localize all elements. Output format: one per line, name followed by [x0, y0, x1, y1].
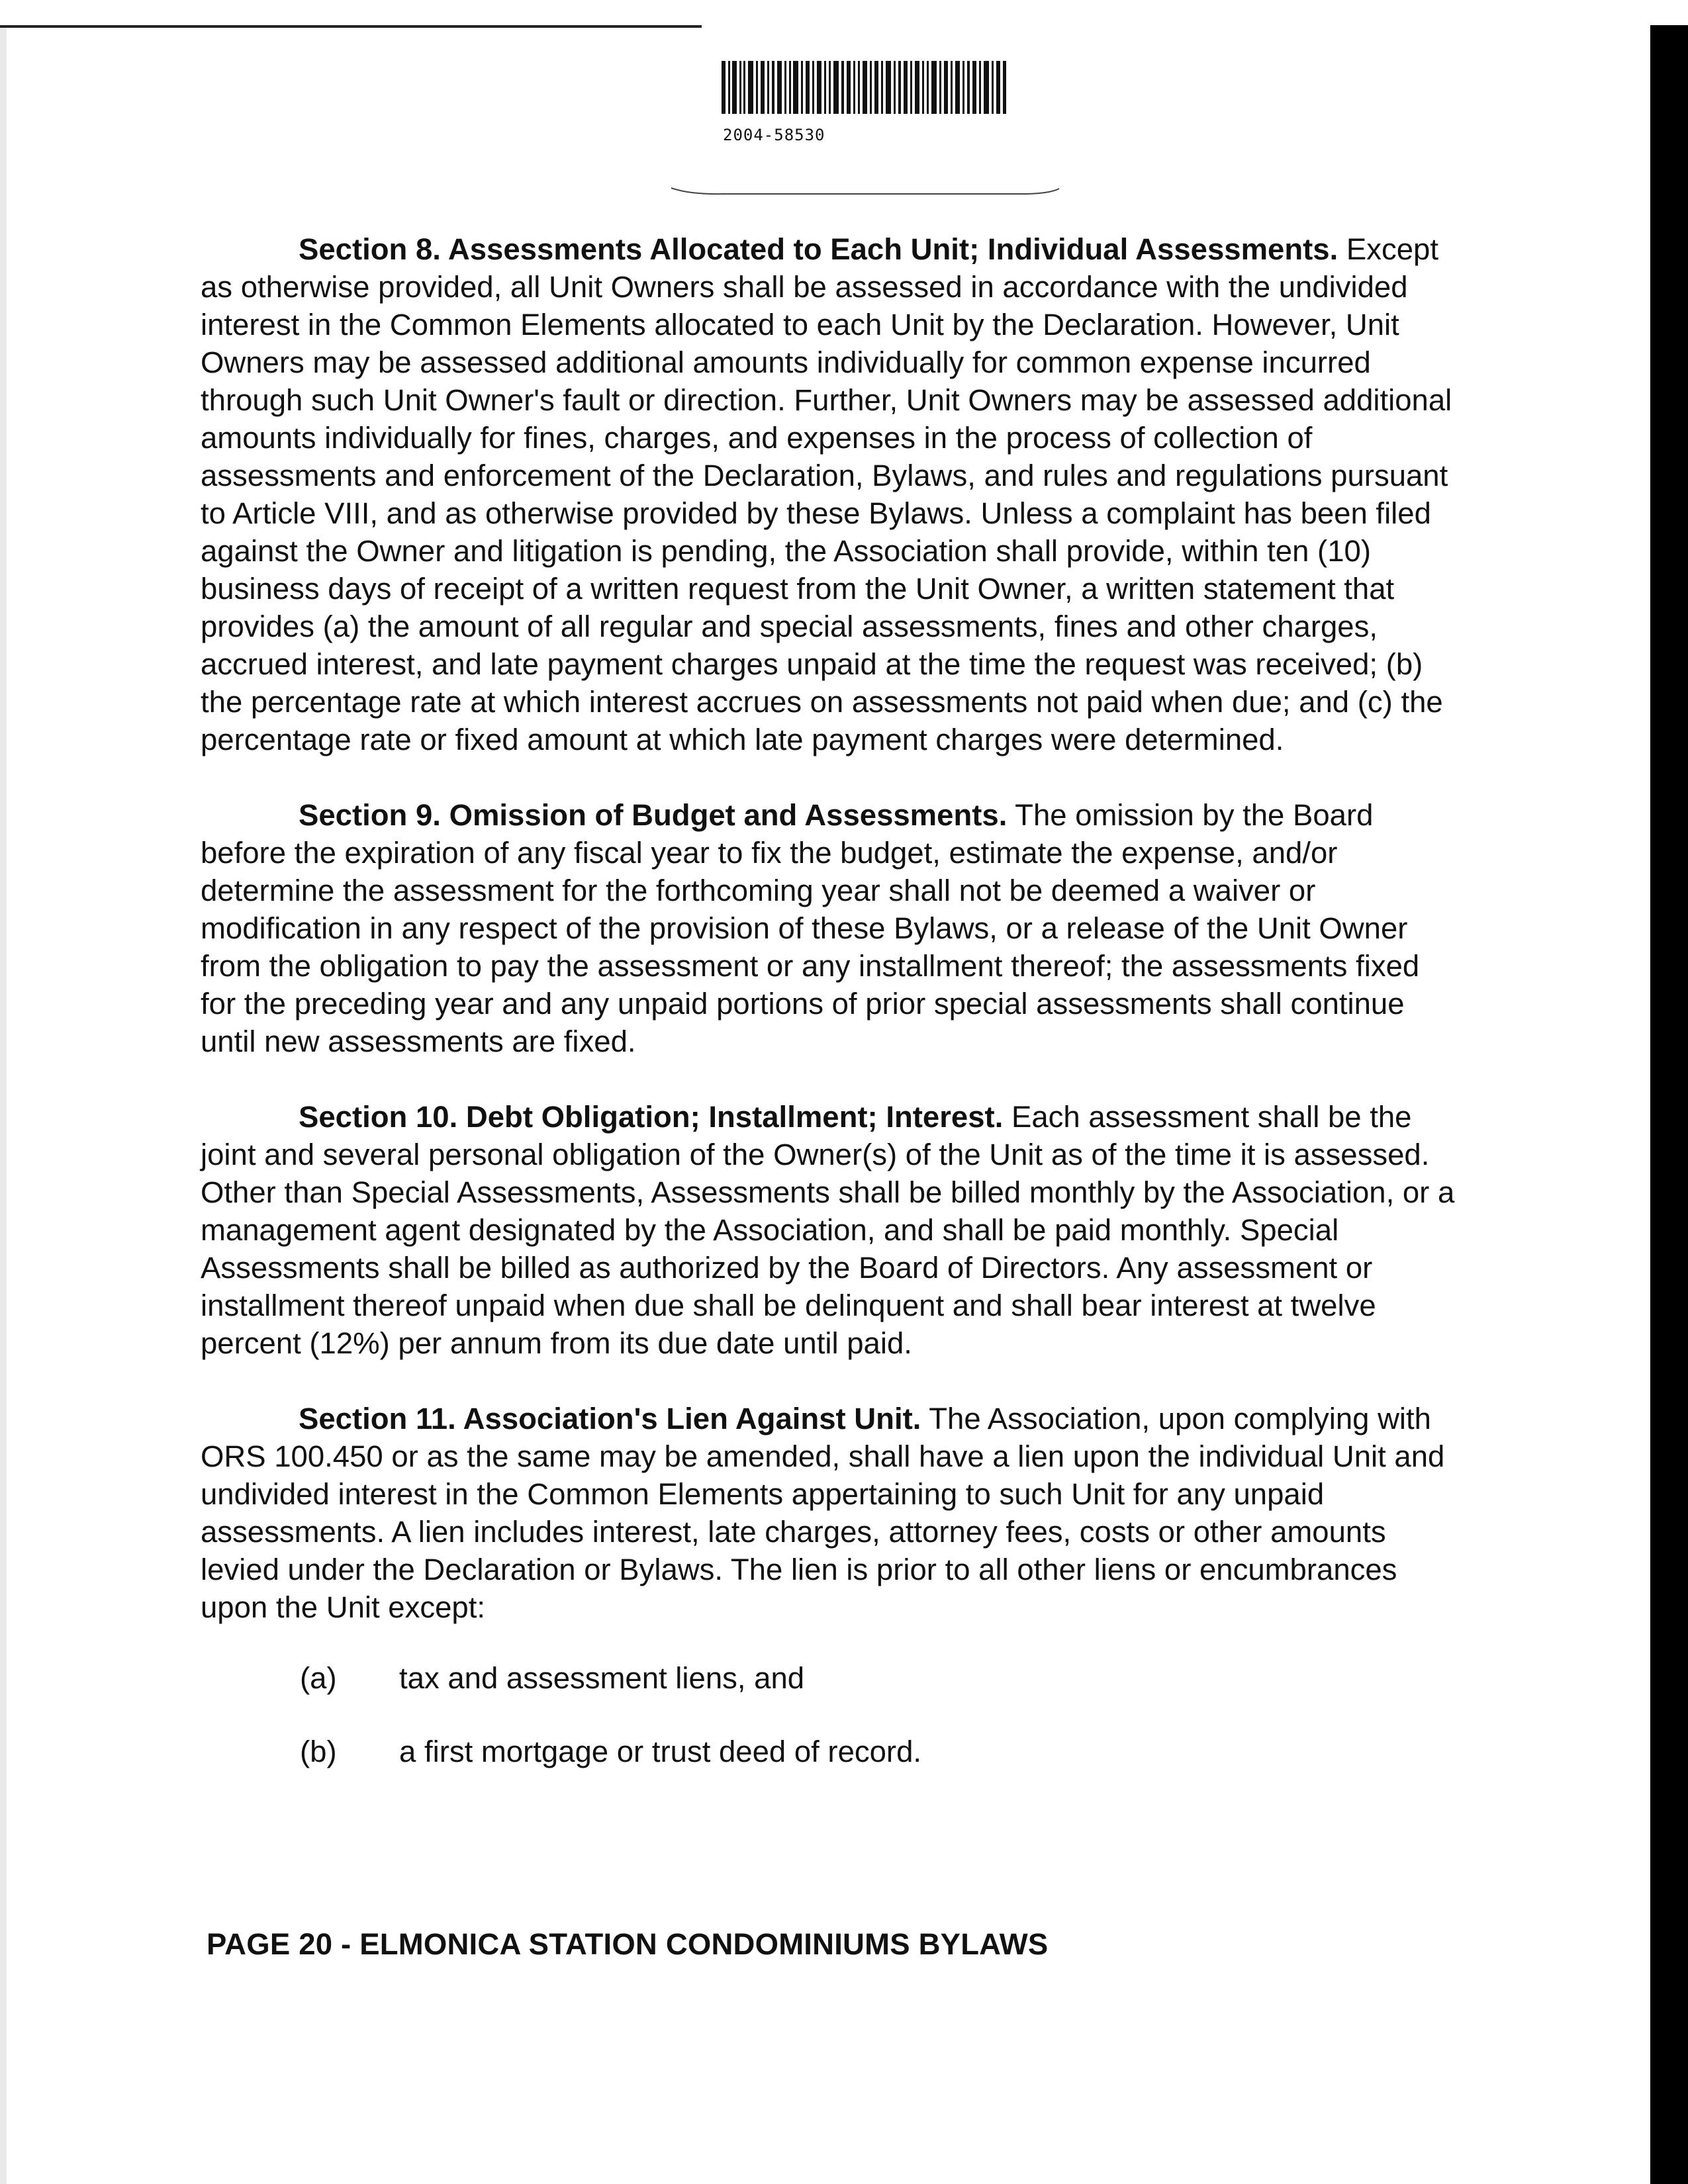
stamp-underline — [670, 187, 1060, 196]
barcode-bars — [722, 61, 1006, 114]
scan-left-edge — [0, 25, 7, 2184]
section-10-body: Each assessment shall be the joint and several personal obligation of the Owner(s) of the Unit as of the time it is assessed. Other than Special Assessments, Assessments shall be billed monthly by the Association, or a management agent designated by the Association, and shall be paid monthly. Special Assessments shall be billed as authorized by the Board of Directors. Any assessment or installment thereof unpaid when due shall be delinquent and shall bear interest at twelve percent (12%) per annum from its due date until paid. — [201, 1100, 1455, 1360]
list-item-text: tax and assessment liens, and — [399, 1661, 805, 1695]
section-9-heading: Section 9. Omission of Budget and Assessments. — [299, 798, 1008, 832]
document-body — [201, 230, 1458, 1806]
section-9 — [201, 796, 1458, 1060]
scan-top-edge-line — [0, 25, 702, 28]
list-item-text: a first mortgage or trust deed of record. — [399, 1735, 922, 1768]
recording-barcode — [722, 61, 1006, 134]
section-11-paragraph — [201, 1400, 1458, 1626]
section-10-heading: Section 10. Debt Obligation; Installment; Interest. — [299, 1100, 1004, 1134]
list-item — [300, 1659, 1458, 1697]
section-8 — [201, 230, 1458, 758]
section-8-body: Except as otherwise provided, all Unit Owners shall be assessed in accordance with the undivided interest in the Common Elements allocated to each Unit by the Declaration. However, Unit Owners may be assessed additional amounts individually for common expense incurred through such Unit Owner's fault or direction. Further, Unit Owners may be assessed additional amounts individually for fines, charges, and expenses in the process of collection of assessments and enforcement of the Declaration, Bylaws, and rules and regulations pursuant to Article VIII, and as otherwise provided by these Bylaws. Unless a complaint has been filed against the Owner and litigation is pending, the Association shall provide, within ten (10) business days of receipt of a written request from the Unit Owner, a written statement that provides (a) the amount of all regular and special assessments, fines and other charges, accrued interest, and late payment charges unpaid at the time the request was received; (b) the percentage rate at which interest accrues on assessments not paid when due; and (c) the percentage rate or fixed amount at which late payment charges were determined. — [201, 232, 1452, 756]
list-item-label: (b) — [300, 1735, 337, 1768]
section-11-body: The Association, upon complying with ORS 100.450 or as the same may be amended, shall have a lien upon the individual Unit and undivided interest in the Common Elements appertaining to such Unit for any unpaid assessments. A lien includes interest, late charges, attorney fees, costs or other amounts levied under the Declaration or Bylaws. The lien is prior to all other liens or encumbrances upon the Unit except: — [201, 1402, 1445, 1624]
page-footer: PAGE 20 - ELMONICA STATION CONDOMINIUMS BYLAWS — [207, 1927, 1049, 1961]
scan-right-edge — [1650, 25, 1688, 2184]
list-item — [300, 1733, 1458, 1770]
section-10 — [201, 1098, 1458, 1362]
list-item-label: (a) — [300, 1661, 337, 1695]
section-8-heading: Section 8. Assessments Allocated to Each Unit; Individual Assessments. — [299, 232, 1338, 266]
record-number: 2004-58530 — [723, 126, 825, 144]
section-10-paragraph — [201, 1098, 1458, 1362]
section-9-body: The omission by the Board before the expiration of any fiscal year to fix the budget, estimate the expense, and/or determine the assessment for the forthcoming year shall not be deemed a waiver or modification in any respect of the provision of these Bylaws, or a release of the Unit Owner from the obligation to pay the assessment or any installment thereof; the assessments fixed for the preceding year and any unpaid portions of prior special assessments shall continue until new assessments are fixed. — [201, 798, 1420, 1058]
section-11-heading: Section 11. Association's Lien Against Unit. — [299, 1402, 921, 1435]
section-8-paragraph — [201, 230, 1458, 758]
section-11 — [201, 1400, 1458, 1626]
section-9-paragraph — [201, 796, 1458, 1060]
lien-exceptions-list — [300, 1659, 1458, 1770]
